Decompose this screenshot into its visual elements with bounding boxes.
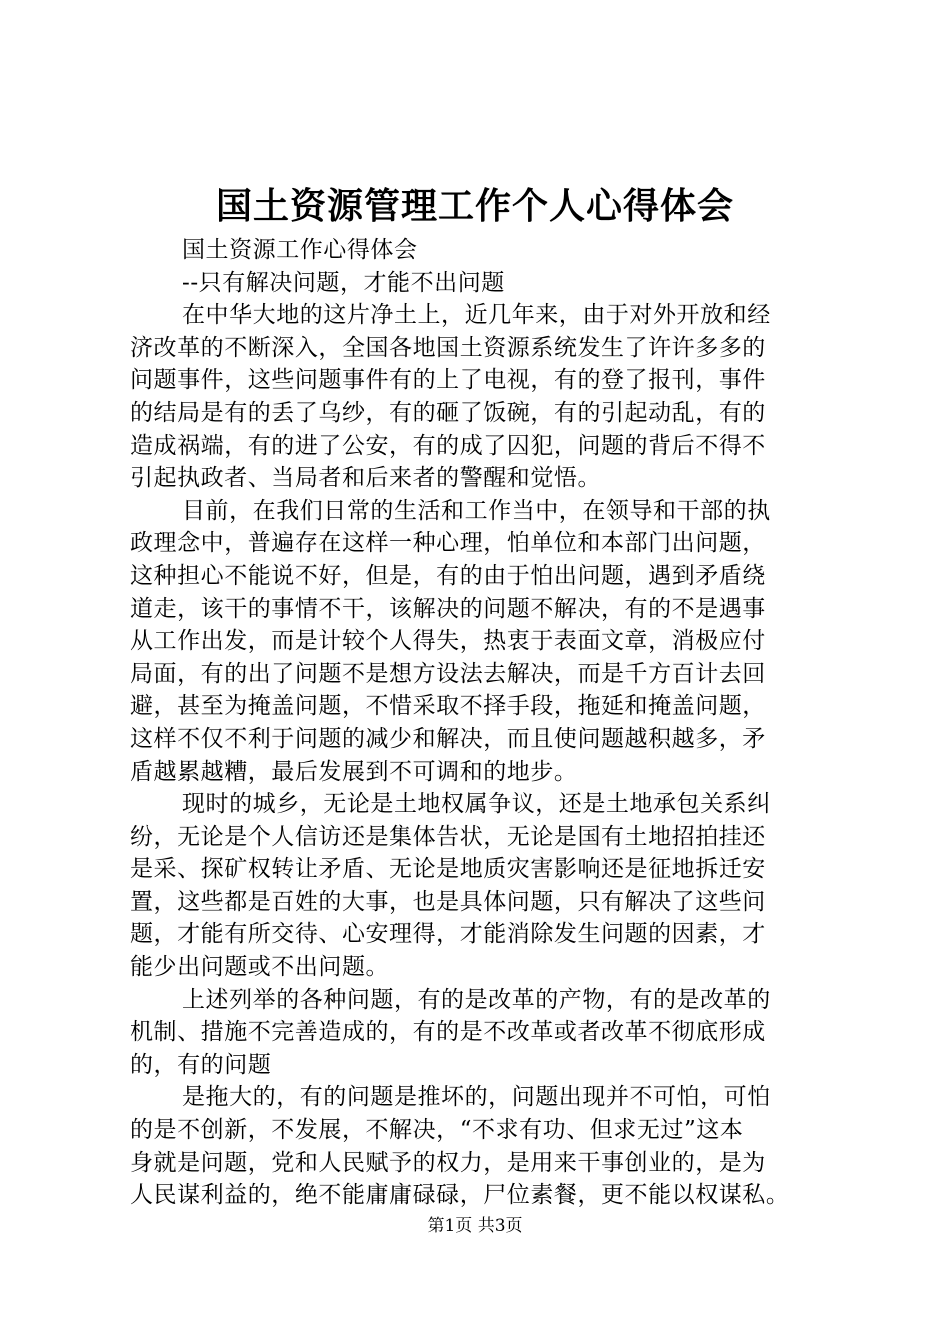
paragraph-line: 的，有的问题 — [130, 1051, 272, 1078]
subtitle-line: --只有解决问题，才能不出问题 — [182, 269, 505, 296]
paragraph-line: 人民谋利益的，绝不能庸庸碌碌，尸位素餐，更不能以权谋私。 — [130, 1182, 790, 1209]
paragraph-line: 这种担心不能说不好，但是，有的由于怕出问题，遇到矛盾绕 — [130, 562, 766, 589]
paragraph-line: 的结局是有的丢了乌纱，有的砸了饭碗，有的引起动乱，有的 — [130, 399, 766, 426]
paragraph-line: 局面，有的出了问题不是想方设法去解决，而是千方百计去回 — [130, 660, 766, 687]
paragraph-line: 造成祸端，有的进了公安，有的成了囚犯，问题的背后不得不 — [130, 432, 766, 459]
paragraph-line: 的是不创新，不发展，不解决，“不求有功、但求无过”这本 — [130, 1117, 744, 1144]
paragraph-line: 在中华大地的这片净土上，近几年来，由于对外开放和经 — [182, 302, 771, 329]
paragraph-line: 这样不仅不利于问题的减少和解决，而且使问题越积越多，矛 — [130, 725, 766, 752]
paragraph-line: 济改革的不断深入，全国各地国土资源系统发生了许许多多的 — [130, 334, 766, 361]
paragraph-line: 引起执政者、当局者和后来者的警醒和觉悟。 — [130, 465, 601, 492]
paragraph-line: 能少出问题或不出问题。 — [130, 954, 390, 981]
paragraph-line: 置，这些都是百姓的大事，也是具体问题，只有解决了这些问 — [130, 888, 766, 915]
paragraph-line: 题，才能有所交待、心安理得，才能消除发生问题的因素，才 — [130, 921, 766, 948]
paragraph-line: 政理念中，普遍存在这样一种心理，怕单位和本部门出问题， — [130, 530, 766, 557]
page-footer: 第1页 共3页 — [427, 1216, 523, 1236]
paragraph-line: 现时的城乡，无论是土地权属争议，还是土地承包关系纠 — [182, 791, 771, 818]
paragraph-line: 身就是问题，党和人民赋予的权力，是用来干事创业的，是为 — [130, 1149, 766, 1176]
paragraph-line: 机制、措施不完善造成的，有的是不改革或者改革不彻底形成 — [130, 1019, 766, 1046]
paragraph-line: 避，甚至为掩盖问题，不惜采取不择手段，拖延和掩盖问题， — [130, 693, 766, 720]
paragraph-line: 盾越累越糟，最后发展到不可调和的地步。 — [130, 758, 578, 785]
paragraph-line: 是采、探矿权转让矛盾、无论是地质灾害影响还是征地拆迁安 — [130, 856, 766, 883]
paragraph-line: 道走，该干的事情不干，该解决的问题不解决，有的不是遇事 — [130, 595, 766, 622]
paragraph-line: 纷，无论是个人信访还是集体告状，无论是国有土地招拍挂还 — [130, 823, 766, 850]
paragraph-line: 上述列举的各种问题，有的是改革的产物，有的是改革的 — [182, 986, 771, 1013]
document-body — [130, 234, 830, 1212]
subtitle-line: 国土资源工作心得体会 — [182, 237, 418, 263]
paragraph-line: 目前，在我们日常的生活和工作当中，在领导和干部的执 — [182, 497, 771, 524]
paragraph-line: 问题事件，这些问题事件有的上了电视，有的登了报刊，事件 — [130, 367, 766, 394]
paragraph-line: 是拖大的，有的问题是推坏的，问题出现并不可怕，可怕 — [182, 1084, 771, 1111]
document-title: 国土资源管理工作个人心得体会 — [215, 185, 734, 227]
paragraph-line: 从工作出发，而是计较个人得失，热衷于表面文章，消极应付 — [130, 628, 766, 655]
